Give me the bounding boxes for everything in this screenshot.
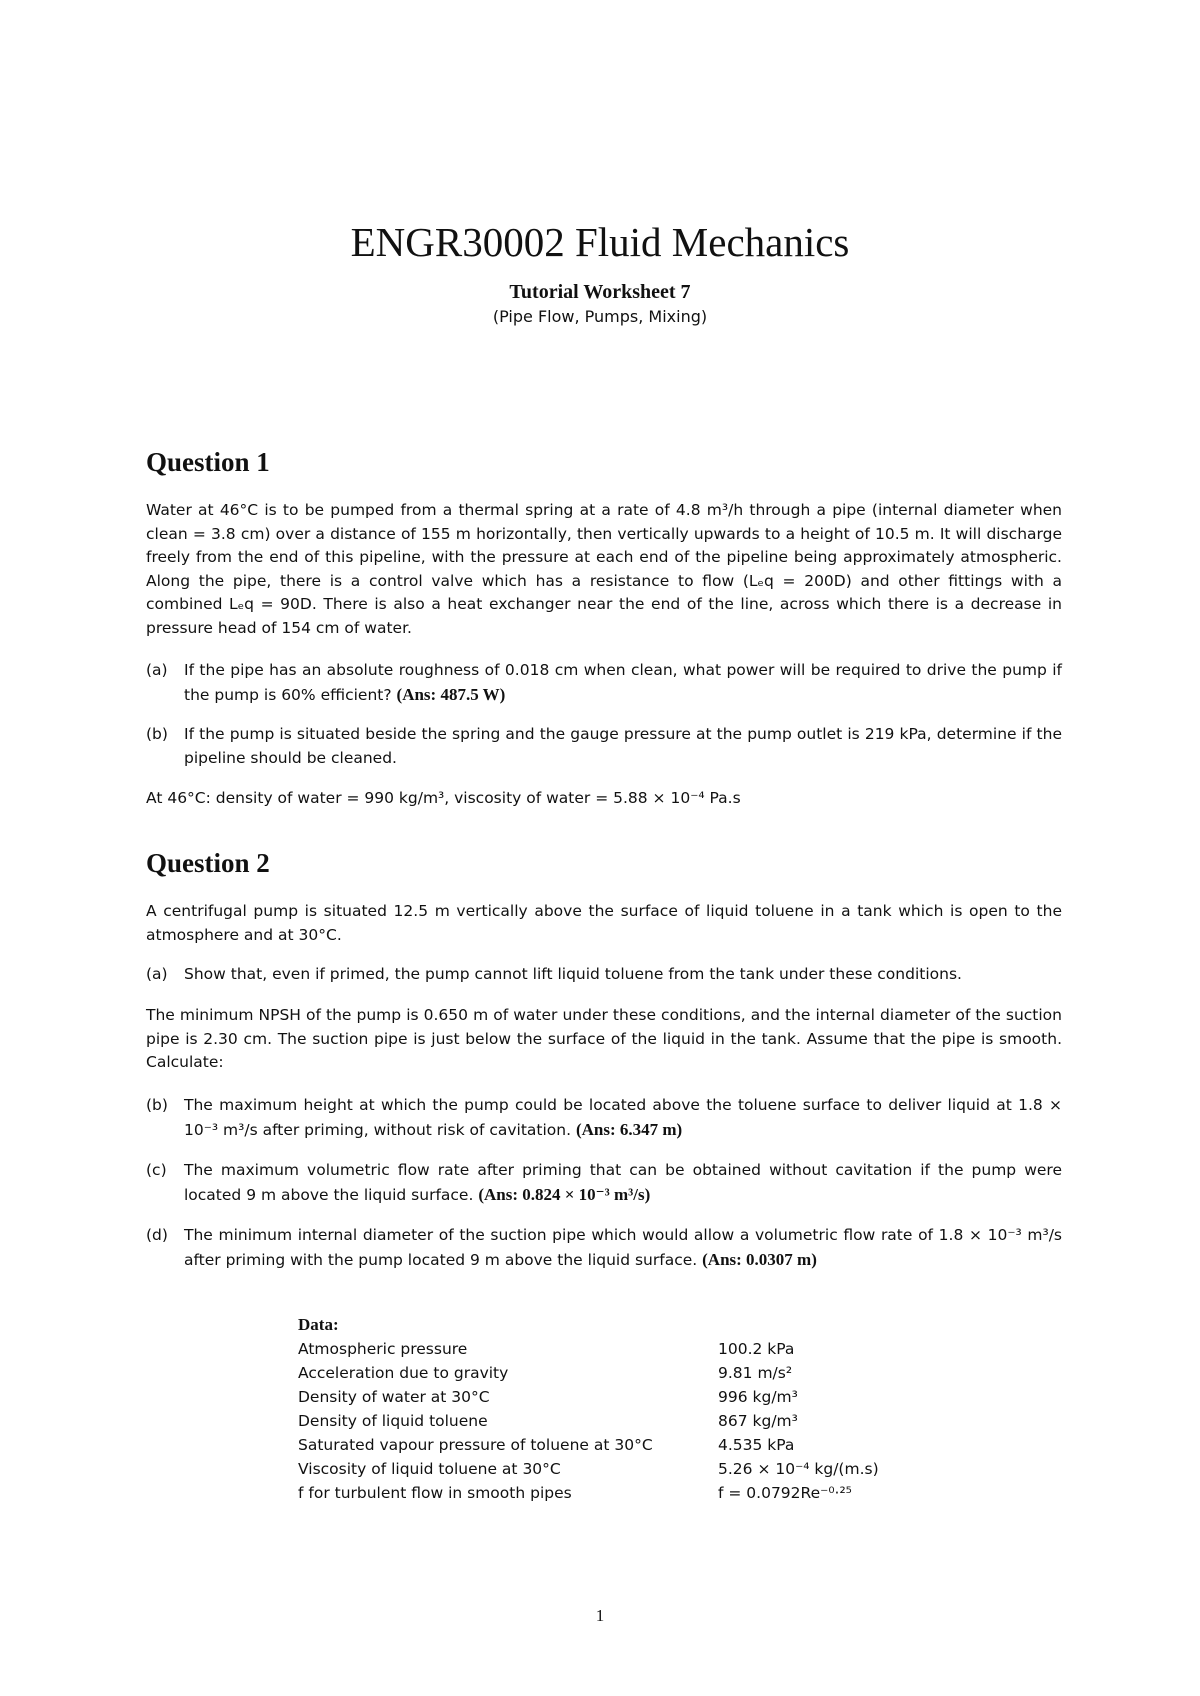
- data-key: Acceleration due to gravity: [298, 1364, 509, 1382]
- page-title: ENGR30002 Fluid Mechanics: [350, 219, 850, 265]
- question-1a-answer: (Ans: 487.5 W): [396, 684, 506, 704]
- table-row: [298, 1385, 879, 1409]
- data-key: Density of water at 30°C: [298, 1388, 490, 1406]
- data-key: Atmospheric pressure: [298, 1340, 468, 1358]
- data-value: 5.26 × 10⁻⁴ kg/(m.s): [718, 1460, 879, 1478]
- table-row: [298, 1337, 879, 1361]
- data-value: f = 0.0792Re⁻⁰·²⁵: [718, 1484, 852, 1502]
- data-table: [298, 1313, 879, 1505]
- question-2c-text: The maximum volumetric flow rate after priming that can be obtained without cavitation if the pump were located 9 m above the liquid surface.: [184, 1161, 1062, 1204]
- question-1b-label: (b): [146, 725, 168, 743]
- question-2d: [146, 1224, 1062, 1272]
- data-value: 100.2 kPa: [718, 1340, 795, 1358]
- question-2a-text: Show that, even if primed, the pump cannot lift liquid toluene from the tank under these conditions.: [184, 965, 962, 983]
- data-key: Saturated vapour pressure of toluene at 30°C: [298, 1436, 653, 1454]
- data-value: 867 kg/m³: [718, 1412, 798, 1430]
- data-value: 9.81 m/s²: [718, 1364, 793, 1382]
- question-1b: [146, 723, 1062, 770]
- question-1b-text: If the pump is situated beside the spring and the gauge pressure at the pump outlet is 219 kPa, determine if the pipeline should be cleaned.: [184, 725, 1062, 767]
- question-2b: [146, 1094, 1062, 1142]
- question-2-heading: Question 2: [146, 848, 270, 878]
- question-2b-label: (b): [146, 1096, 168, 1114]
- table-row: [298, 1433, 879, 1457]
- question-2d-answer: (Ans: 0.0307 m): [702, 1249, 817, 1269]
- table-row: [298, 1457, 879, 1481]
- question-2b-text: The maximum height at which the pump could be located above the toluene surface to deliver liquid at 1.8 × 10⁻³ m³/s after priming, without risk of cavitation.: [184, 1096, 1062, 1139]
- table-row: [298, 1409, 879, 1433]
- question-2b-answer: (Ans: 6.347 m): [575, 1119, 683, 1139]
- table-row: [298, 1361, 879, 1385]
- question-1a-label: (a): [146, 661, 168, 679]
- data-table-title: Data:: [298, 1315, 339, 1334]
- page-number: 1: [595, 1606, 605, 1625]
- question-2-intro: A centrifugal pump is situated 12.5 m vertically above the surface of liquid toluene in a tank which is open to the atmosphere and at 30°C.: [146, 902, 1062, 944]
- question-1a: [146, 659, 1062, 707]
- data-key: f for turbulent flow in smooth pipes: [298, 1484, 572, 1502]
- question-2c-label: (c): [146, 1161, 167, 1179]
- question-2d-text: The minimum internal diameter of the suction pipe which would allow a volumetric flow rate of 1.8 × 10⁻³ m³/s after priming with the pump located 9 m above the liquid surface.: [184, 1226, 1062, 1269]
- data-value: 996 kg/m³: [718, 1388, 798, 1406]
- worksheet-subtitle: Tutorial Worksheet 7: [509, 281, 691, 303]
- data-value: 4.535 kPa: [718, 1436, 795, 1454]
- question-2a: [146, 963, 1062, 987]
- data-key: Viscosity of liquid toluene at 30°C: [298, 1460, 561, 1478]
- question-1-properties: At 46°C: density of water = 990 kg/m³, viscosity of water = 5.88 × 10⁻⁴ Pa.s: [146, 789, 741, 807]
- question-2c: [146, 1159, 1062, 1207]
- worksheet-topics: (Pipe Flow, Pumps, Mixing): [492, 307, 708, 326]
- data-key: Density of liquid toluene: [298, 1412, 488, 1430]
- table-row: [298, 1481, 879, 1505]
- question-1a-text: If the pipe has an absolute roughness of 0.018 cm when clean, what power will be required to drive the pump if the pump is 60% efficient?: [184, 661, 1062, 704]
- question-1-intro: Water at 46°C is to be pumped from a thermal spring at a rate of 4.8 m³/h through a pipe (internal diameter when clean = 3.8 cm) over a distance of 155 m horizontally, then vertically upwards to a height of 10.5 m. It will discharge freely from the end of this pipeline, with the pressure at each end of the pipeline being approximately atmospheric. Along the pipe, there is a control valve which has a resistance to flow (Lₑq = 200D) and other fittings with a combined Lₑq = 90D. There is also a heat exchanger near the end of the line, across which there is a decrease in pressure head of 154 cm of water.: [146, 501, 1062, 637]
- question-2d-label: (d): [146, 1226, 168, 1244]
- question-2c-answer: (Ans: 0.824 × 10⁻³ m³/s): [478, 1184, 651, 1204]
- question-1-heading: Question 1: [146, 447, 270, 477]
- question-2a-label: (a): [146, 965, 168, 983]
- question-2-npsh-text: The minimum NPSH of the pump is 0.650 m of water under these conditions, and the internal diameter of the suction pipe is 2.30 cm. The suction pipe is just below the surface of the liquid in the tank. Assume that the pipe is smooth. Calculate:: [146, 1006, 1062, 1071]
